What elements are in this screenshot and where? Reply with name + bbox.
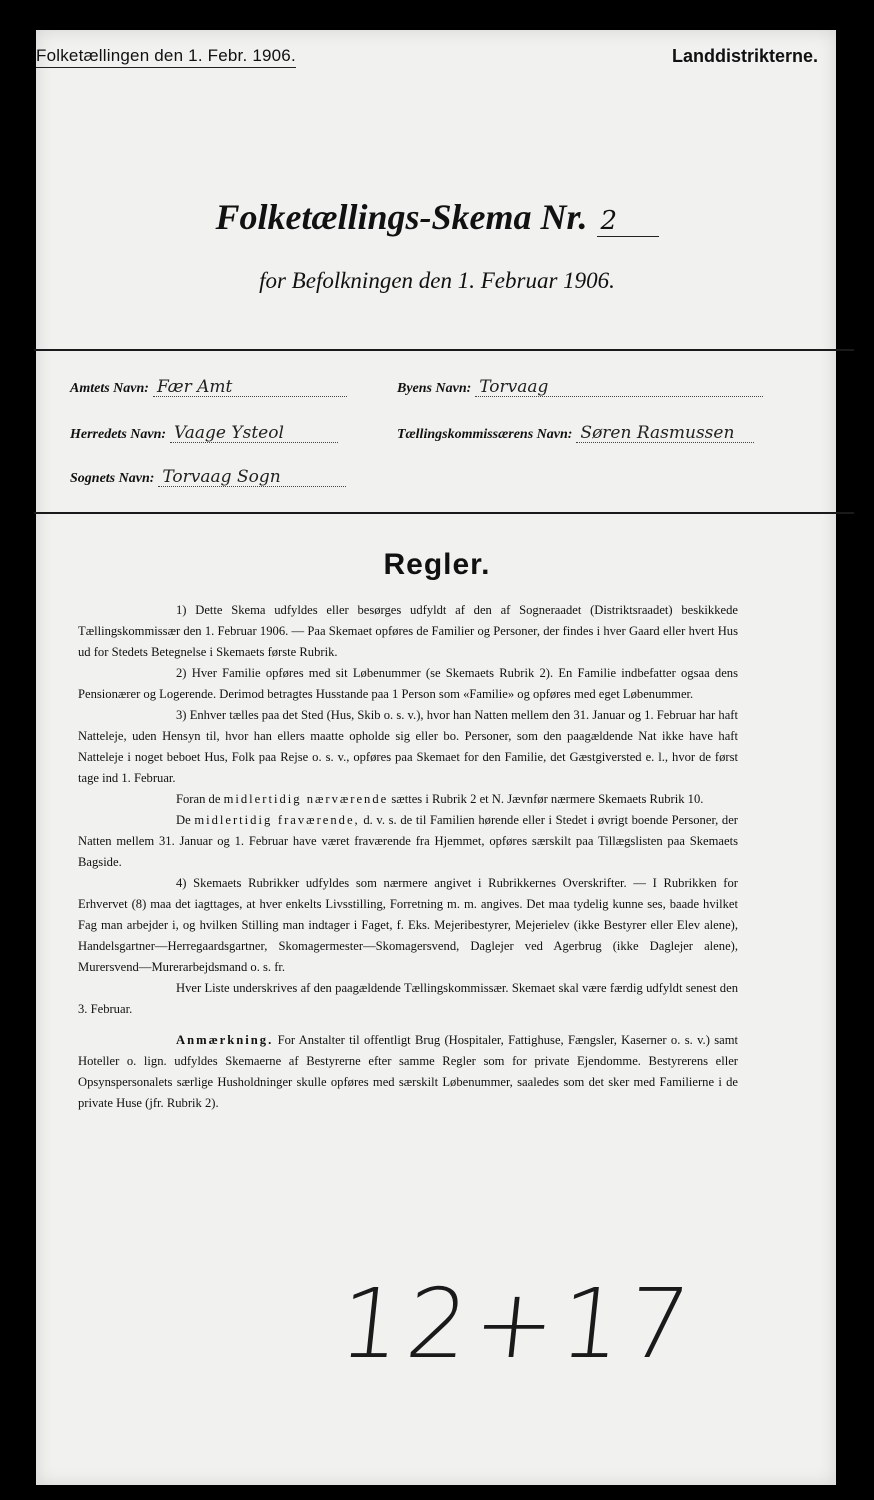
rules-section [78, 600, 738, 1114]
herred-field [70, 424, 338, 443]
by-label: Byens Navn: [397, 381, 472, 396]
rule-1 [78, 600, 738, 663]
rule-2-number: 2) [176, 666, 187, 680]
rule-3 [78, 705, 738, 789]
kommissaer-value: Søren Rasmussen [576, 424, 754, 443]
handwritten-note: 12+17 [334, 1268, 701, 1380]
rule-3-present-text: sættes i Rubrik 2 et N. Jævnfør nærmere Skemaets Rubrik 10. [391, 792, 704, 806]
rule-3-absent-pre: De [176, 813, 191, 827]
rule-2 [78, 663, 738, 705]
by-field [397, 378, 763, 397]
rule-4-text: Skemaets Rubrikker udfyldes som nærmere angivet i Rubrikkernes Overskrifter. — I Rubrikken for Erhvervet (8) maa det iagttages, at hver enkelts Livsstilling, Forretning m. m. angives. Det maa tydelig kunne ses, baade hvilket Fag man arbejder i, og hvilken Stilling man indtager i Faget, f. Eks. Mejeribestyrer, Mejerielev (ikke Bestyrer eller Elev alene), Handelsgartner—Herregaardsgartner, Skomagermester—Skomagersvend, Daglejer ved Agerbrug (ikke Daglejer alene), Murersvend—Murerarbejdsmand o. s. fr. [78, 876, 738, 974]
rule-4-signature: Hver Liste underskrives af den paagældende Tællingskommissær. Skemaet skal være færdig udfyldt senest den 3. Februar. [78, 981, 738, 1016]
rule-3-absent-text: d. v. s. de til Familien hørende eller i Stedet i øvrigt boende Personer, der Natten mellem 31. Januar og 1. Februar have været fraværende fra Hjemmet, opføres særskilt paa Tillægslisten paa Skemaets Bagside. [78, 813, 738, 869]
anmaerkning [78, 1030, 738, 1114]
by-value: Torvaag [475, 378, 763, 397]
rule-3-number: 3) [176, 708, 187, 722]
sogn-field [70, 468, 346, 487]
census-date-header: Folketællingen den 1. Febr. 1906. [36, 46, 296, 68]
bottom-divider [34, 512, 854, 514]
district-type-header: Landdistrikterne. [671, 46, 818, 66]
anmaerkning-text: For Anstalter til offentligt Brug (Hospitaler, Fattighuse, Fængsler, Kaserner o. s. v.) samt Hoteller o. lign. udfyldes Skemaerne af Bestyrerne efter samme Regler som for private Ejendomme. Bestyrerens eller Opsynspersonalets særlige Husholdninger skulle opføres med særskilt Løbenummer, saaledes som det sker med Familierne i de private Huse (jfr. Rubrik 2). [78, 1033, 738, 1110]
rule-3-absent [78, 810, 738, 873]
rule-4-number: 4) [176, 876, 187, 890]
herred-value: Vaage Ysteol [170, 424, 338, 443]
sogn-value: Torvaag Sogn [158, 468, 346, 487]
form-title-text: Folketællings-Skema Nr. [215, 197, 588, 237]
rule-1-text: Dette Skema udfyldes eller besørges udfyldt af den af Sogneraadet (Distriktsraadet) beskikkede Tællingskommissær den 1. Februar 1906. — Paa Skemaet opføres de Familier og Personer, der findes i hver Gaard eller hvert Hus ud for Stedets Betegnelse i Skemaets første Rubrik. [78, 603, 738, 659]
rule-4 [78, 873, 738, 978]
rule-2-text: Hver Familie opføres med sit Løbenummer (se Skemaets Rubrik 2). En Familie indbefatter ogsaa dens Pensionærer og Logerende. Derimod betragtes Husstande paa 1 Person som «Familie» og opføres med eget Løbenummer. [78, 666, 738, 701]
form-number: 2 [597, 206, 659, 237]
kommissaer-label: Tællingskommissærens Navn: [397, 427, 573, 442]
rule-3-present-pre: Foran de [176, 792, 221, 806]
rule-3-present-spaced: midlertidig nærværende [223, 792, 389, 806]
form-subtitle: for Befolkningen den 1. Februar 1906. [259, 268, 615, 293]
amt-field [70, 378, 347, 397]
rule-3-text: Enhver tælles paa det Sted (Hus, Skib o. s. v.), hvor han Natten mellem den 31. Januar og 1. Februar har haft Natteleje, uden Hensyn til, hvor han ellers maatte opholde sig eller bo. Personer, som den paagældende Nat ikke have haft Natteleje i noget beboet Hus, Folk paa Rejse o. s. v., opføres paa Skemaet for den Familie, det Gæstgiversted e. l., hvor de først tage ind 1. Februar. [78, 708, 738, 785]
amt-label: Amtets Navn: [70, 381, 149, 396]
rule-1-number: 1) [176, 603, 187, 617]
top-divider [34, 349, 854, 351]
rule-3-present [78, 789, 738, 810]
sogn-label: Sognets Navn: [70, 471, 155, 486]
form-title [0, 196, 874, 238]
herred-label: Herredets Navn: [70, 427, 167, 442]
regler-heading: Regler. [383, 548, 491, 581]
rule-3-absent-spaced: midlertidig fraværende, [194, 813, 360, 827]
kommissaer-field [397, 424, 754, 443]
amt-value: Fær Amt [153, 378, 347, 397]
anmaerkning-label: Anmærkning. [176, 1033, 274, 1047]
